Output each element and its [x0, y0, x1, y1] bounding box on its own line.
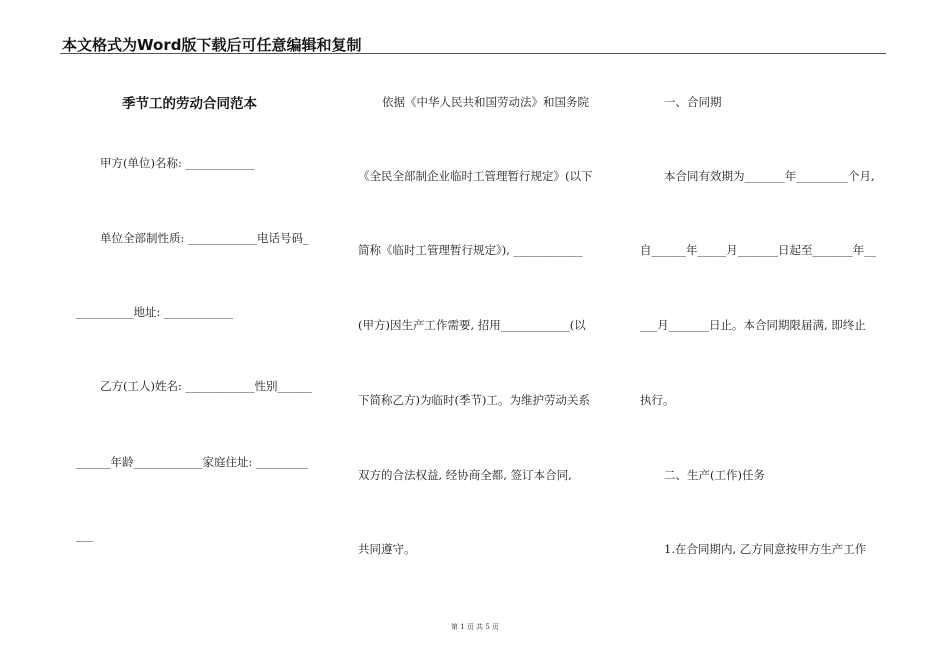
col3-line-task-1: 1.在合同期内, 乙方同意按甲方生产工作 [664, 542, 867, 556]
col3-line-end: ___月_______日止。本合同期限届满, 即终止 [640, 318, 866, 332]
col2-line-4: (甲方)因生产工作需要, 招用____________(以 [358, 318, 586, 332]
col3-heading-contract-term: 一、合同期 [664, 95, 722, 109]
col2-line-1: 依据《中华人民共和国劳动法》和国务院 [382, 95, 589, 109]
col3-line-execute: 执行。 [640, 393, 675, 407]
col3-line-from-to: 自______年_____月_______日起至_______年__ [640, 243, 876, 257]
header-rule [60, 53, 886, 54]
header-banner: 本文格式为Word版下载后可任意编辑和复制 [62, 36, 362, 54]
col1-line-address: __________地址: ____________ [76, 305, 234, 319]
col3-line-validity: 本合同有效期为_______年_________个月, [664, 169, 875, 183]
document-title: 季节工的劳动合同范本 [122, 96, 257, 112]
col2-line-6: 双方的合法权益, 经协商全都, 签订本合同, [358, 468, 572, 482]
page-footer: 第 1 页 共 5 页 [450, 623, 500, 631]
col1-line-age-home: ______年龄____________家庭住址: _________ [76, 455, 308, 469]
col2-line-5: 下简称乙方)为临时(季节)工。为维护劳动关系 [358, 393, 590, 407]
col1-line-party-a-name: 甲方(单位)名称: ____________ [100, 156, 255, 170]
col2-line-7: 共同遵守。 [358, 542, 416, 556]
col1-line-party-b-name: 乙方(工人)姓名: ____________性别______ [100, 379, 313, 393]
col2-line-2: 《全民全部制企业临时工管理暂行规定》(以下 [358, 169, 593, 183]
col3-heading-tasks: 二、生产(工作)任务 [664, 468, 765, 482]
col1-line-ownership: 单位全部制性质: ____________电话号码_ [100, 231, 309, 245]
col2-line-3: 简称《临时工管理暂行规定》), ____________ [358, 243, 583, 257]
col1-line-tail: ___ [76, 528, 94, 542]
